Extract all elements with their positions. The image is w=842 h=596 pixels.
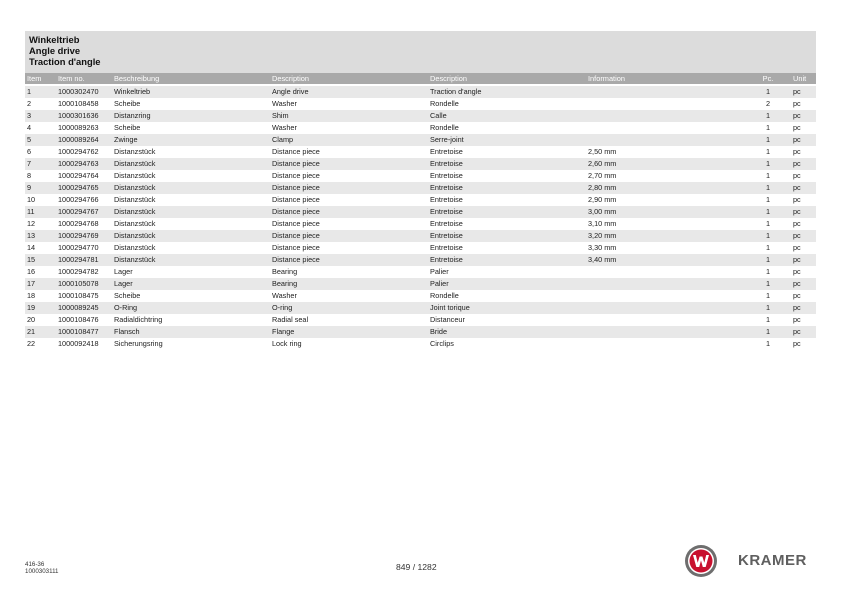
cell-description-fr: Rondelle <box>430 291 459 300</box>
cell-item-no: 1000294768 <box>58 219 99 228</box>
cell-description-en: Shim <box>272 111 289 120</box>
page-number: 849 / 1282 <box>396 562 437 572</box>
cell-item: 13 <box>27 231 36 240</box>
cell-item: 7 <box>27 159 32 168</box>
cell-beschreibung: Distanzstück <box>114 219 156 228</box>
cell-pc: 2 <box>765 99 771 108</box>
cell-description-en: Distance piece <box>272 207 320 216</box>
cell-beschreibung: Distanzstück <box>114 159 156 168</box>
cell-item-no: 1000294781 <box>58 255 99 264</box>
cell-unit: pc <box>793 123 801 132</box>
cell-description-en: Distance piece <box>272 171 320 180</box>
cell-item: 15 <box>27 255 36 264</box>
cell-beschreibung: Flansch <box>114 327 140 336</box>
table-row <box>25 218 816 230</box>
cell-pc: 1 <box>765 87 771 96</box>
cell-pc: 1 <box>765 231 771 240</box>
table-row <box>25 230 816 242</box>
cell-item-no: 1000089264 <box>58 135 99 144</box>
cell-item: 8 <box>27 171 32 180</box>
title-english: Angle drive <box>29 45 81 56</box>
cell-item: 6 <box>27 147 32 156</box>
cell-item: 22 <box>27 339 36 348</box>
cell-description-en: O-ring <box>272 303 293 312</box>
cell-description-fr: Entretoise <box>430 171 463 180</box>
cell-unit: pc <box>793 303 801 312</box>
cell-description-en: Radial seal <box>272 315 309 324</box>
cell-description-en: Lock ring <box>272 339 302 348</box>
table-row <box>25 86 816 98</box>
cell-pc: 1 <box>765 123 771 132</box>
cell-description-fr: Entretoise <box>430 183 463 192</box>
cell-unit: pc <box>793 183 801 192</box>
cell-pc: 1 <box>765 195 771 204</box>
cell-information: 3,40 mm <box>588 255 617 264</box>
table-row <box>25 98 816 110</box>
table-row <box>25 146 816 158</box>
cell-description-en: Distance piece <box>272 255 320 264</box>
cell-description-fr: Entretoise <box>430 219 463 228</box>
cell-unit: pc <box>793 315 801 324</box>
cell-description-en: Distance piece <box>272 195 320 204</box>
cell-unit: pc <box>793 243 801 252</box>
cell-information: 2,50 mm <box>588 147 617 156</box>
cell-description-en: Flange <box>272 327 295 336</box>
cell-description-fr: Bride <box>430 327 448 336</box>
cell-information: 2,90 mm <box>588 195 617 204</box>
cell-item: 20 <box>27 315 36 324</box>
cell-item: 11 <box>27 207 35 216</box>
cell-description-fr: Serre-joint <box>430 135 464 144</box>
cell-item-no: 1000105078 <box>58 279 99 288</box>
cell-pc: 1 <box>765 315 771 324</box>
table-row <box>25 314 816 326</box>
cell-item-no: 1000108477 <box>58 327 99 336</box>
cell-description-fr: Joint torique <box>430 303 470 312</box>
cell-item: 14 <box>27 243 36 252</box>
cell-unit: pc <box>793 231 801 240</box>
cell-item-no: 1000108458 <box>58 99 99 108</box>
cell-pc: 1 <box>765 255 771 264</box>
table-row <box>25 206 816 218</box>
cell-pc: 1 <box>765 267 771 276</box>
cell-beschreibung: Scheibe <box>114 291 141 300</box>
cell-description-en: Washer <box>272 99 297 108</box>
table-row <box>25 254 816 266</box>
cell-unit: pc <box>793 87 801 96</box>
cell-pc: 1 <box>765 147 771 156</box>
cell-information: 2,60 mm <box>588 159 617 168</box>
cell-beschreibung: Distanzstück <box>114 195 156 204</box>
cell-description-fr: Entretoise <box>430 207 463 216</box>
cell-description-fr: Entretoise <box>430 159 463 168</box>
cell-item: 5 <box>27 135 32 144</box>
cell-pc: 1 <box>765 303 771 312</box>
cell-item: 16 <box>27 267 36 276</box>
cell-item: 4 <box>27 123 32 132</box>
cell-unit: pc <box>793 279 801 288</box>
cell-unit: pc <box>793 219 801 228</box>
cell-beschreibung: Distanzstück <box>114 243 156 252</box>
cell-item-no: 1000294770 <box>58 243 99 252</box>
title-french: Traction d'angle <box>29 56 101 67</box>
cell-description-en: Distance piece <box>272 231 320 240</box>
cell-description-en: Distance piece <box>272 183 320 192</box>
cell-description-fr: Palier <box>430 279 449 288</box>
cell-description-en: Bearing <box>272 267 298 276</box>
table-row <box>25 278 816 290</box>
cell-beschreibung: Winkeltrieb <box>114 87 151 96</box>
cell-pc: 1 <box>765 183 771 192</box>
cell-item: 3 <box>27 111 32 120</box>
cell-information: 2,70 mm <box>588 171 617 180</box>
table-row <box>25 242 816 254</box>
cell-unit: pc <box>793 195 801 204</box>
kramer-w-logo-icon <box>684 544 718 578</box>
cell-item: 9 <box>27 183 32 192</box>
table-row <box>25 182 816 194</box>
cell-unit: pc <box>793 99 801 108</box>
cell-pc: 1 <box>765 159 771 168</box>
title-german: Winkeltrieb <box>29 34 80 45</box>
cell-unit: pc <box>793 147 801 156</box>
table-row <box>25 170 816 182</box>
cell-beschreibung: Radialdichtring <box>114 315 163 324</box>
cell-pc: 1 <box>765 327 771 336</box>
cell-pc: 1 <box>765 171 771 180</box>
doc-ref: 416-36 <box>25 561 45 568</box>
cell-pc: 1 <box>765 135 771 144</box>
table-row <box>25 338 816 350</box>
cell-beschreibung: Scheibe <box>114 123 141 132</box>
col-header-beschreibung: Beschreibung <box>114 74 160 83</box>
cell-item: 1 <box>27 87 32 96</box>
cell-description-fr: Palier <box>430 267 449 276</box>
table-row <box>25 110 816 122</box>
cell-item-no: 1000294769 <box>58 231 99 240</box>
cell-item: 21 <box>27 327 36 336</box>
cell-unit: pc <box>793 267 801 276</box>
cell-description-en: Distance piece <box>272 243 320 252</box>
cell-unit: pc <box>793 159 801 168</box>
cell-unit: pc <box>793 255 801 264</box>
cell-unit: pc <box>793 327 801 336</box>
cell-pc: 1 <box>765 339 771 348</box>
table-row <box>25 134 816 146</box>
cell-pc: 1 <box>765 243 771 252</box>
cell-item-no: 1000089263 <box>58 123 99 132</box>
cell-description-en: Distance piece <box>272 147 320 156</box>
cell-item-no: 1000294766 <box>58 195 99 204</box>
table-row <box>25 194 816 206</box>
col-header-pc: Pc. <box>762 74 774 83</box>
cell-information: 3,00 mm <box>588 207 617 216</box>
cell-pc: 1 <box>765 279 771 288</box>
table-row <box>25 302 816 314</box>
cell-item-no: 1000301636 <box>58 111 99 120</box>
cell-beschreibung: Distanzring <box>114 111 151 120</box>
cell-item: 2 <box>27 99 32 108</box>
parts-table-header <box>25 73 816 84</box>
col-header-description-en: Description <box>272 74 309 83</box>
cell-information: 2,80 mm <box>588 183 617 192</box>
cell-unit: pc <box>793 207 801 216</box>
cell-beschreibung: Distanzstück <box>114 207 156 216</box>
cell-item-no: 1000302470 <box>58 87 99 96</box>
col-header-item: Item <box>27 74 42 83</box>
cell-unit: pc <box>793 135 801 144</box>
cell-unit: pc <box>793 171 801 180</box>
cell-description-fr: Distanceur <box>430 315 465 324</box>
cell-pc: 1 <box>765 291 771 300</box>
col-header-item-no: Item no. <box>58 74 85 83</box>
cell-description-en: Bearing <box>272 279 298 288</box>
cell-item: 12 <box>27 219 36 228</box>
parts-table-body <box>25 86 816 350</box>
cell-item-no: 1000089245 <box>58 303 99 312</box>
table-row <box>25 266 816 278</box>
brand-name: KRAMER <box>738 552 807 569</box>
cell-description-fr: Entretoise <box>430 231 463 240</box>
cell-description-fr: Entretoise <box>430 255 463 264</box>
document-reference <box>25 561 59 575</box>
cell-beschreibung: Distanzstück <box>114 171 156 180</box>
cell-description-fr: Rondelle <box>430 99 459 108</box>
cell-beschreibung: Scheibe <box>114 99 141 108</box>
cell-beschreibung: Sicherungsring <box>114 339 163 348</box>
cell-information: 3,10 mm <box>588 219 617 228</box>
cell-description-fr: Entretoise <box>430 195 463 204</box>
logo-red-disc <box>690 550 713 573</box>
cell-description-fr: Entretoise <box>430 243 463 252</box>
cell-beschreibung: Lager <box>114 267 133 276</box>
cell-item: 17 <box>27 279 36 288</box>
cell-pc: 1 <box>765 207 771 216</box>
cell-item-no: 1000108476 <box>58 315 99 324</box>
doc-number: 1000303111 <box>25 568 59 575</box>
cell-item-no: 1000108475 <box>58 291 99 300</box>
cell-item: 19 <box>27 303 36 312</box>
cell-beschreibung: Distanzstück <box>114 231 156 240</box>
cell-unit: pc <box>793 339 801 348</box>
section-title-block <box>25 31 816 73</box>
table-row <box>25 290 816 302</box>
cell-beschreibung: Distanzstück <box>114 147 156 156</box>
cell-description-en: Washer <box>272 291 297 300</box>
cell-description-fr: Circlips <box>430 339 454 348</box>
cell-pc: 1 <box>765 219 771 228</box>
cell-item-no: 1000294767 <box>58 207 99 216</box>
table-row <box>25 122 816 134</box>
cell-description-fr: Calle <box>430 111 447 120</box>
cell-description-fr: Traction d'angle <box>430 87 482 96</box>
cell-description-fr: Rondelle <box>430 123 459 132</box>
col-header-description-fr: Description <box>430 74 467 83</box>
cell-beschreibung: Distanzstück <box>114 183 156 192</box>
cell-item-no: 1000294765 <box>58 183 99 192</box>
cell-description-en: Angle drive <box>272 87 309 96</box>
cell-unit: pc <box>793 291 801 300</box>
cell-beschreibung: Zwinge <box>114 135 138 144</box>
cell-description-en: Washer <box>272 123 297 132</box>
col-header-unit: Unit <box>793 74 807 83</box>
cell-item-no: 1000294782 <box>58 267 99 276</box>
cell-information: 3,20 mm <box>588 231 617 240</box>
cell-beschreibung: O-Ring <box>114 303 138 312</box>
cell-beschreibung: Lager <box>114 279 133 288</box>
cell-unit: pc <box>793 111 801 120</box>
cell-item-no: 1000294764 <box>58 171 99 180</box>
cell-pc: 1 <box>765 111 771 120</box>
cell-description-en: Clamp <box>272 135 294 144</box>
col-header-information: Information <box>588 74 625 83</box>
cell-description-en: Distance piece <box>272 159 320 168</box>
table-row <box>25 158 816 170</box>
cell-item-no: 1000092418 <box>58 339 99 348</box>
table-row <box>25 326 816 338</box>
cell-information: 3,30 mm <box>588 243 617 252</box>
cell-item-no: 1000294763 <box>58 159 99 168</box>
cell-description-fr: Entretoise <box>430 147 463 156</box>
cell-item: 18 <box>27 291 36 300</box>
cell-beschreibung: Distanzstück <box>114 255 156 264</box>
cell-item: 10 <box>27 195 36 204</box>
cell-item-no: 1000294762 <box>58 147 99 156</box>
cell-description-en: Distance piece <box>272 219 320 228</box>
